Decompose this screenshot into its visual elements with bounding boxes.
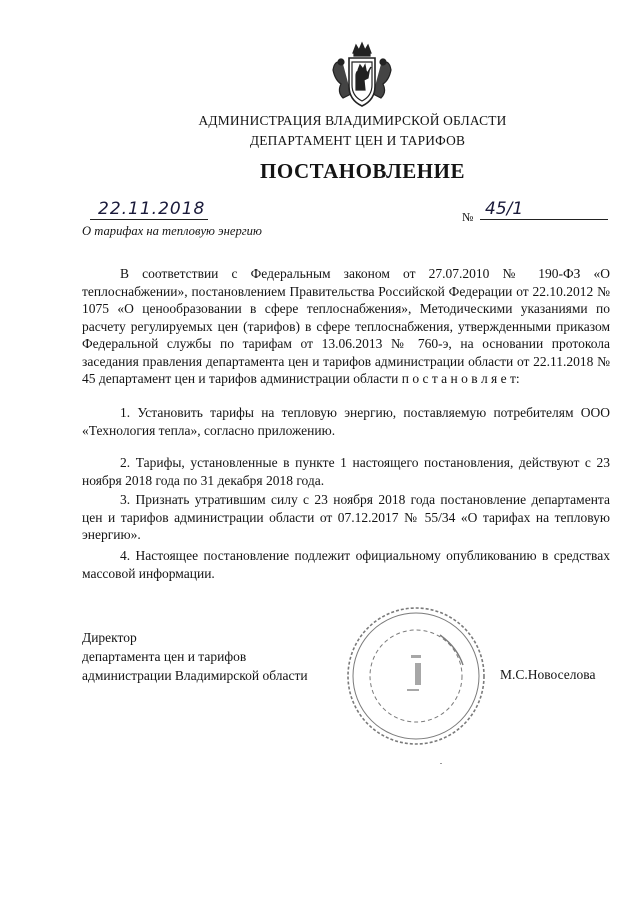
number-underline: [480, 219, 608, 220]
official-stamp: [345, 605, 487, 747]
clause-4: 4. Настоящее постановление подлежит официальному опубликованию в средствах массовой информации.: [82, 548, 610, 581]
number-label: №: [462, 210, 474, 224]
signatory-position-3: администрации Владимирской области: [82, 668, 308, 683]
handwritten-number: 45/1: [485, 199, 524, 219]
preamble-paragraph: В соответствии с Федеральным законом от 27.07.2010 № 190-ФЗ «О теплоснабжении», постановлением Правительства Российской Федерации от 22.10.2012 № 1075 «О ценообразовании в сфере теплоснабжения», Методическими указаниями по расчету регулируемых цен (тарифов) в сфере теплоснабжения, утвержденными приказом Федеральной службы по тарифам от 13.06.2013 № 760-э, на основании протокола заседания правления департамента цен и тарифов администрации области от 22.11.2018 № 45 департамент цен и тарифов администрации области п о с т а н о в л я е т:: [82, 266, 610, 386]
clause-3: 3. Признать утратившим силу с 23 ноября 2018 года постановление департамента цен и тарифов администрации области от 07.12.2017 № 55/34 «О тарифах на тепловую энергию».: [82, 492, 610, 542]
document-subject: О тарифах на тепловую энергию: [82, 224, 262, 238]
organization-name: АДМИНИСТРАЦИЯ ВЛАДИМИРСКОЙ ОБЛАСТИ: [198, 113, 507, 128]
coat-of-arms-icon: [329, 40, 395, 112]
signatory-position-2: департамента цен и тарифов: [82, 649, 247, 664]
clause-2: 2. Тарифы, установленные в пункте 1 настоящего постановления, действуют с 23 ноября 2018 года по 31 декабря 2018 года.: [82, 455, 610, 488]
handwritten-date: 22.11.2018: [98, 199, 206, 219]
clause-1: 1. Установить тарифы на тепловую энергию, поставляемую потребителям ООО «Технология тепла», согласно приложению.: [82, 405, 610, 438]
department-name: ДЕПАРТАМЕНТ ЦЕН И ТАРИФОВ: [249, 133, 466, 148]
document-title: ПОСТАНОВЛЕНИЕ: [260, 159, 465, 183]
scan-artifact: [440, 763, 442, 764]
date-underline: [90, 219, 208, 220]
signatory-name: М.С.Новоселова: [500, 667, 596, 682]
signatory-position-1: Директор: [82, 630, 137, 645]
